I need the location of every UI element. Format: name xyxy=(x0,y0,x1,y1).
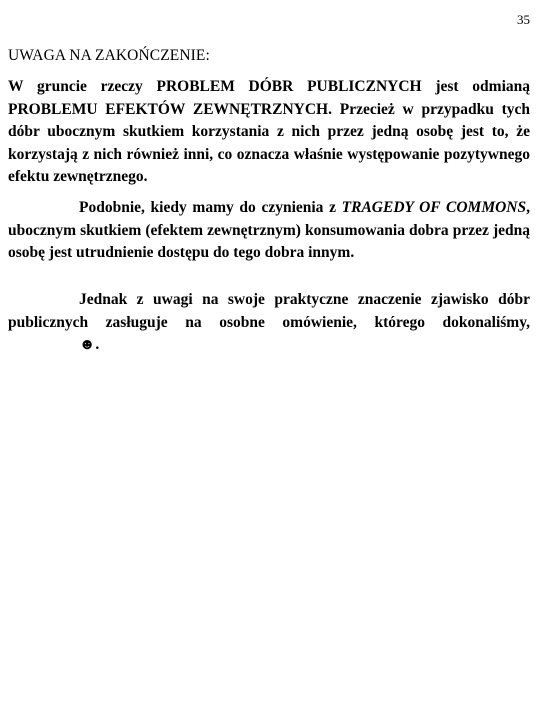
page-number: 35 xyxy=(517,12,530,27)
paragraph-public-goods: W gruncie rzeczy PROBLEM DÓBR PUBLICZNYCH jest odmianą PROBLEMU EFEKTÓW ZEWNĘTRZNYCH. Przecież w przypadku tych dóbr ubocznym skutkiem korzystania z nich przez jedną osobę jest to, że korzystają z nich również inni, co oznacza właśnie występowanie pozytywnego efektu zewnętrznego. xyxy=(8,78,530,185)
paragraph-conclusion xyxy=(8,289,530,357)
tragedy-of-commons-term: TRAGEDY OF COMMONS xyxy=(341,199,527,216)
paragraph-tragedy-of-commons xyxy=(8,197,530,265)
smiley-icon: ☻ xyxy=(79,336,96,353)
paragraph-lead-text: Podobnie, kiedy mamy do czynienia z xyxy=(79,199,342,216)
conclusion-text: Jednak z uwagi na swoje praktyczne znaczenie zjawisko dóbr publicznych zasługuje na osobne omówienie, którego dokonaliśmy, xyxy=(8,291,530,331)
section-heading: UWAGA NA ZAKOŃCZENIE: xyxy=(8,47,210,64)
paragraph-rest-text: , ubocznym skutkiem (efektem zewnętrznym) konsumowania dobra przez jedną osobę jest utrudnienie dostępu do tego dobra innym. xyxy=(8,199,530,261)
conclusion-end: . xyxy=(95,336,100,353)
